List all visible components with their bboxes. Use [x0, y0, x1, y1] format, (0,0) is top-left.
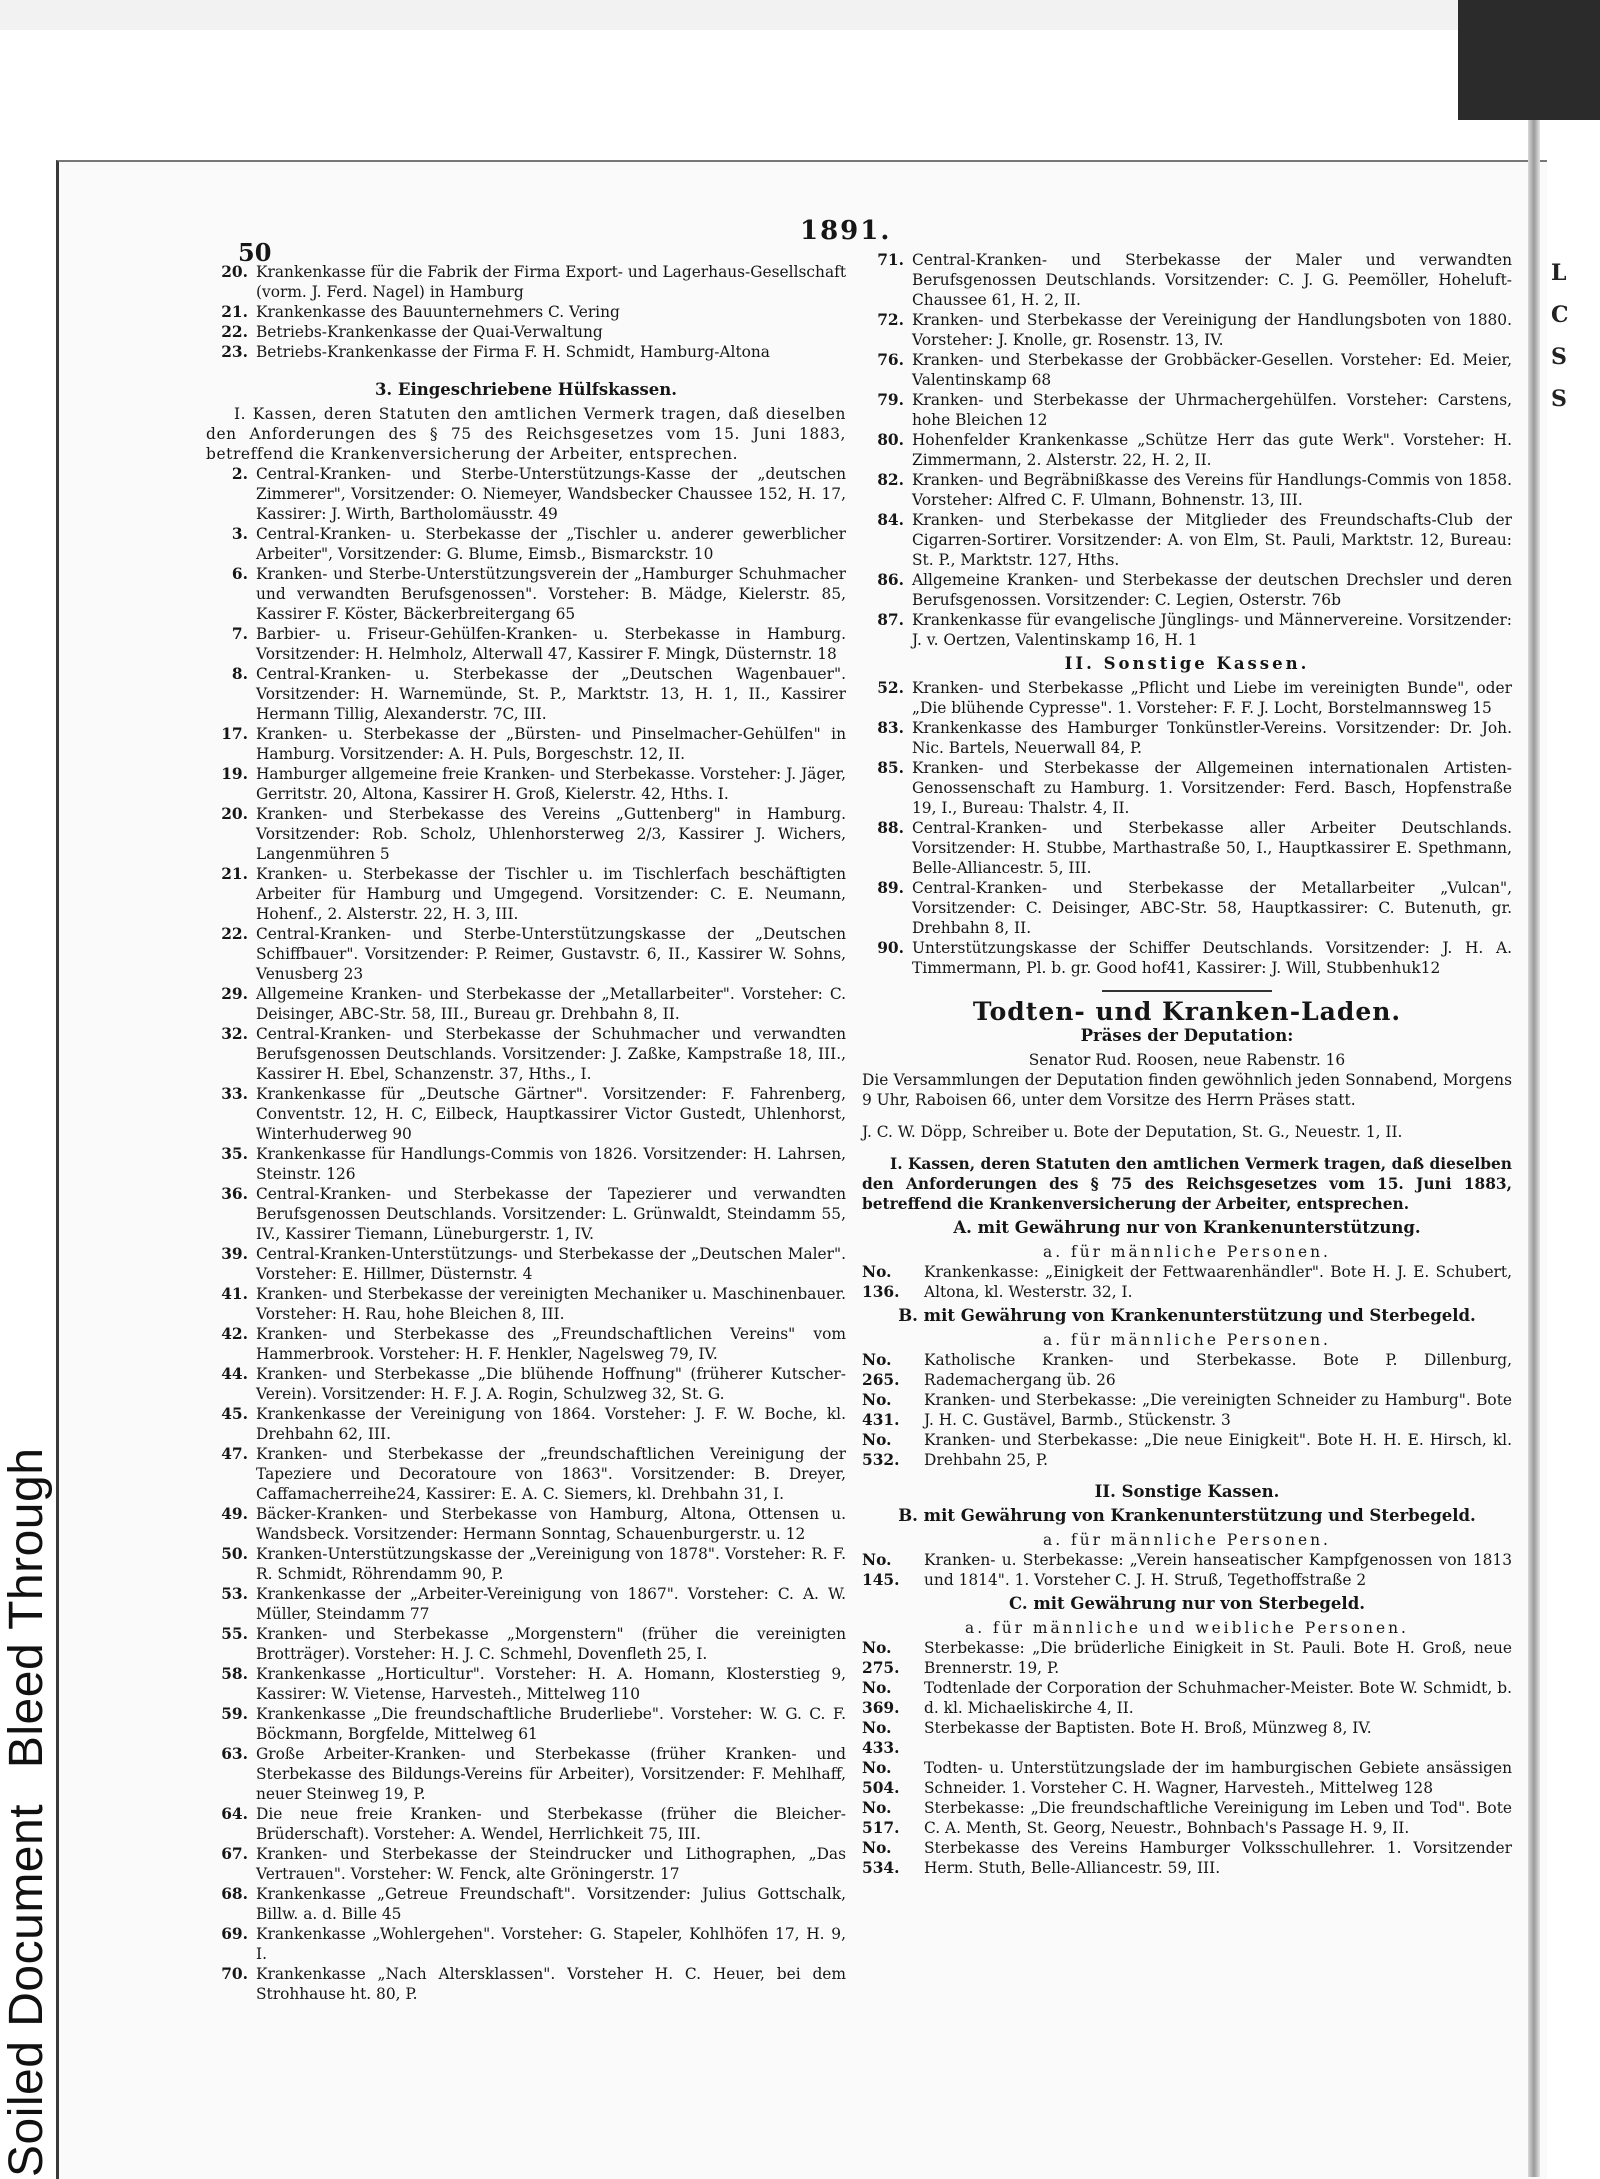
entry-number: 21. — [221, 303, 248, 321]
entry-number: 17. — [221, 725, 248, 743]
entry-number: 63. — [221, 1745, 248, 1763]
list-item — [206, 1404, 846, 1444]
group-subheading: a. für männliche Personen. — [1043, 1331, 1331, 1349]
entry-text: Central-Kranken- u. Sterbekasse der „Tischler u. anderer gewerblicher Arbeiter", Vorsitzender: G. Blume, Eimsb., Bismarckstr. 10 — [256, 525, 846, 563]
list-item — [206, 1884, 846, 1924]
list-item — [862, 1390, 1512, 1430]
list-item — [862, 1758, 1512, 1798]
list-item — [206, 724, 846, 764]
entry-number: 83. — [877, 719, 904, 737]
list-item — [862, 350, 1512, 390]
list-item — [862, 1550, 1512, 1590]
list-item — [862, 718, 1512, 758]
page-year: 1891. — [800, 216, 892, 246]
group-heading: B. mit Gewährung von Krankenunterstützung und Sterbegeld. — [898, 1306, 1476, 1325]
divider — [1102, 990, 1272, 992]
list-item — [206, 804, 846, 864]
entry-number: No. 504. — [862, 1759, 900, 1797]
entry-text: Krankenkasse des Bauunternehmers C. Vering — [256, 303, 620, 321]
entry-text: Kranken- und Sterbekasse der Grobbäcker-Gesellen. Vorsteher: Ed. Meier, Valentinskamp 68 — [912, 351, 1512, 389]
praeses-heading: Präses der Deputation: — [1080, 1026, 1294, 1045]
entry-list — [862, 1638, 1512, 1878]
entry-text: Krankenkasse „Horticultur". Vorsteher: H. A. Homann, Klosterstieg 9, Kassirer: W. Vietense, Harvesteh., Mittelweg 110 — [256, 1665, 846, 1703]
entry-number: No. 532. — [862, 1431, 900, 1469]
entry-number: 45. — [221, 1405, 248, 1423]
right-column — [862, 250, 1512, 1878]
entry-number: 53. — [221, 1585, 248, 1603]
entry-text: Unterstützungskasse der Schiffer Deutschlands. Vorsitzender: J. H. A. Timmermann, Pl. b. gr. Good hof41, Kassirer: J. Will, Stubbenhuk12 — [912, 939, 1512, 977]
entry-number: 29. — [221, 985, 248, 1003]
list-item — [862, 310, 1512, 350]
entry-text: Barbier- u. Friseur-Gehülfen-Kranken- u. Sterbekasse in Hamburg. Vorsitzender: H. Helmholz, Alterwall 47, Kassirer F. Mingk, Düsternstr. 18 — [256, 625, 846, 663]
entry-number: 79. — [877, 391, 904, 409]
entry-text: Kranken- und Sterbekasse der Allgemeinen internationalen Artisten-Genossenschaft zu Hamburg. 1. Vorsitzender: Ferd. Basch, Hopfenstraße 19, I., Bureau: Thalstr. 4, II. — [912, 759, 1512, 817]
entry-text: Central-Kranken- und Sterbe-Unterstützungskasse der „Deutschen Schiffbauer". Vorsitzender: P. Reimer, Gustavstr. 6, II., Kassirer W. Sohns, Venusberg 23 — [256, 925, 846, 983]
entry-number: 32. — [221, 1025, 248, 1043]
entry-text: Central-Kranken- und Sterbekasse der Schuhmacher und verwandten Berufsgenossen Deutschlands. Vorsitzender: J. Zaßke, Kampstraße 18, III., Kassirer H. Ebel, Schanzenstr. 37, Hths., I. — [256, 1025, 846, 1083]
group-heading: B. mit Gewährung von Krankenunterstützung und Sterbegeld. — [898, 1506, 1476, 1525]
list-item — [206, 1244, 846, 1284]
entry-text: Central-Kranken- und Sterbekasse der Maler und verwandten Berufsgenossen Deutschlands. Vorsitzender: C. J. G. Peemöller, Hoheluft-Chaussee 61, H. 2, II. — [912, 251, 1512, 309]
entry-text: Central-Kranken- und Sterbekasse der Tapezierer und verwandten Berufsgenossen Deutschlands. Vorsitzender: L. Grünwaldt, Steindamm 55, IV., Kassirer Tiemann, Lüneburgerstr. 1, IV. — [256, 1185, 846, 1243]
scan-background-corner — [1458, 0, 1600, 120]
list-item — [862, 390, 1512, 430]
left-column — [206, 262, 846, 2004]
entry-number: 58. — [221, 1665, 248, 1683]
list-item — [862, 430, 1512, 470]
entry-text: Katholische Kranken- und Sterbekasse. Bote P. Dillenburg, Rademachergang üb. 26 — [924, 1351, 1512, 1389]
entry-number: No. 534. — [862, 1839, 900, 1877]
entry-text: Kranken- und Sterbekasse der Steindrucker und Lithographen, „Das Vertrauen". Vorsteher: W. Fenck, alte Gröningerstr. 17 — [256, 1845, 846, 1883]
list-item — [206, 1324, 846, 1364]
list-item — [206, 984, 846, 1024]
list-item — [206, 1704, 846, 1744]
entry-text: Allgemeine Kranken- und Sterbekasse der „Metallarbeiter". Vorsteher: C. Deisinger, ABC-Str. 58, III., Bureau gr. Drehbahn 8, II. — [256, 985, 846, 1023]
entry-text: Todten- u. Unterstützungslade der im hamburgischen Gebiete ansässigen Schneider. 1. Vorsteher C. H. Wagner, Harvesteh., Mittelweg 128 — [924, 1759, 1512, 1797]
list-item — [862, 510, 1512, 570]
entry-number: 89. — [877, 879, 904, 897]
entry-text: Betriebs-Krankenkasse der Quai-Verwaltung — [256, 323, 603, 341]
entry-number: 70. — [221, 1965, 248, 1983]
list-item — [862, 570, 1512, 610]
entry-text: Krankenkasse für die Fabrik der Firma Export- und Lagerhaus-Gesellschaft (vorm. J. Ferd. Nagel) in Hamburg — [256, 263, 846, 301]
entry-number: 80. — [877, 431, 904, 449]
entry-list — [862, 678, 1512, 978]
edge-letter: S — [1551, 386, 1567, 412]
entry-text: Hamburger allgemeine freie Kranken- und Sterbekasse. Vorsteher: J. Jäger, Gerritstr. 20, Altona, Kassirer H. Groß, Kielerstr. 42, Hths. I. — [256, 765, 846, 803]
list-item — [862, 610, 1512, 650]
entry-number: 69. — [221, 1925, 248, 1943]
entry-text: Kranken- und Sterbekasse der Mitglieder des Freundschafts-Club der Cigarren-Sortirer. Vorsitzender: A. von Elm, St. Pauli, Marktstr. 12, Bureau: St. P., Marktstr. 127, Hths. — [912, 511, 1512, 569]
edge-letter: L — [1551, 260, 1567, 286]
list-item — [862, 470, 1512, 510]
edge-letter: S — [1551, 344, 1567, 370]
list-item — [862, 818, 1512, 878]
list-item — [862, 1262, 1512, 1302]
entry-text: Kranken- und Sterbekasse der Uhrmachergehülfen. Vorsteher: Carstens, hohe Bleichen 12 — [912, 391, 1512, 429]
clerk-text: J. C. W. Döpp, Schreiber u. Bote der Deputation, St. G., Neuestr. 1, II. — [862, 1123, 1403, 1141]
entry-text: Krankenkasse der „Arbeiter-Vereinigung von 1867". Vorsteher: C. A. W. Müller, Steindamm 77 — [256, 1585, 846, 1623]
entry-text: Kranken- u. Sterbekasse der „Bürsten- und Pinselmacher-Gehülfen" in Hamburg. Vorsitzender: A. H. Puls, Borgeschstr. 12, II. — [256, 725, 846, 763]
entry-text: Kranken- und Sterbekasse „Pflicht und Liebe im vereinigten Bunde", oder „Die blühende Cypresse". 1. Vorsteher: F. F. J. Locht, Borstelmannsweg 15 — [912, 679, 1512, 717]
section-heading: II. Sonstige Kassen. — [1064, 654, 1310, 673]
entry-number: 7. — [231, 625, 248, 643]
list-item — [862, 250, 1512, 310]
entry-text: Sterbekasse: „Die brüderliche Einigkeit in St. Pauli. Bote H. Groß, neue Brennerstr. 19, P. — [924, 1639, 1512, 1677]
section-intro: I. Kassen, deren Statuten den amtlichen Vermerk tragen, daß dieselben den Anforderungen des § 75 des Reichsgesetzes vom 15. Juni 1883, betreffend die Krankenversicherung der Arbeiter, entsprechen. — [862, 1155, 1512, 1213]
entry-number: 86. — [877, 571, 904, 589]
list-item — [206, 1024, 846, 1084]
entry-number: 35. — [221, 1145, 248, 1163]
list-item — [206, 1444, 846, 1504]
entry-number: 3. — [231, 525, 248, 543]
list-item — [206, 1504, 846, 1544]
edge-letter: C — [1551, 302, 1569, 328]
list-item — [862, 1718, 1512, 1758]
list-item — [862, 878, 1512, 938]
entry-text: Kranken- und Sterbe-Unterstützungsverein der „Hamburger Schuhmacher und verwandten Berufsgenossen". Vorsteher: B. Mädge, Kielerstr. 85, Kassirer F. Köster, Bäckerbreitergang 65 — [256, 565, 846, 623]
entry-number: 19. — [221, 765, 248, 783]
entry-list — [862, 250, 1512, 650]
entry-number: 22. — [221, 925, 248, 943]
entry-text: Todtenlade der Corporation der Schuhmacher-Meister. Bote W. Schmidt, b. d. kl. Michaeliskirche 4, II. — [924, 1679, 1512, 1717]
section-intro: I. Kassen, deren Statuten den amtlichen Vermerk tragen, daß dieselben den Anforderungen des § 75 des Reichsgesetzes vom 15. Juni 1883, betreffend die Krankenversicherung der Arbeiter, entsprechen. — [206, 405, 846, 463]
entry-text: Central-Kranken-Unterstützungs- und Sterbekasse der „Deutschen Maler". Vorsteher: E. Hillmer, Düsternstr. 4 — [256, 1245, 846, 1283]
entry-number: 76. — [877, 351, 904, 369]
list-item — [206, 1924, 846, 1964]
list-item — [206, 1844, 846, 1884]
entry-number: 6. — [231, 565, 248, 583]
entry-number: 67. — [221, 1845, 248, 1863]
list-item — [206, 924, 846, 984]
list-item — [862, 1838, 1512, 1878]
list-item — [206, 664, 846, 724]
list-item — [862, 938, 1512, 978]
list-item — [206, 1584, 846, 1624]
list-item — [206, 1624, 846, 1664]
list-item — [862, 678, 1512, 718]
entry-number: 36. — [221, 1185, 248, 1203]
entry-number: No. 369. — [862, 1679, 900, 1717]
list-item — [206, 864, 846, 924]
margin-label — [0, 1426, 54, 2177]
entry-number: 71. — [877, 251, 904, 269]
entry-number: No. 433. — [862, 1719, 900, 1757]
entry-text: Krankenkasse „Die freundschaftliche Bruderliebe". Vorsteher: W. G. C. F. Böckmann, Borgfelde, Mittelweg 61 — [256, 1705, 846, 1743]
list-item — [862, 758, 1512, 818]
entry-text: Krankenkasse „Getreue Freundschaft". Vorsitzender: Julius Gottschalk, Billw. a. d. Bille 45 — [256, 1885, 846, 1923]
group-subheading: a. für männliche Personen. — [1043, 1531, 1331, 1549]
entry-number: 64. — [221, 1805, 248, 1823]
entry-text: Kranken- und Sterbekasse „Morgenstern" (früher die vereinigten Brotträger). Vorsteher: H. J. C. Schmehl, Dovenfleth 25, I. — [256, 1625, 846, 1663]
entry-number: 85. — [877, 759, 904, 777]
entry-text: Kranken- und Sterbekasse: „Die neue Einigkeit". Bote H. H. E. Hirsch, kl. Drehbahn 25, P. — [924, 1431, 1512, 1469]
entry-text: Krankenkasse „Wohlergehen". Vorsteher: G. Stapeler, Kohlhöfen 17, H. 9, I. — [256, 1925, 846, 1963]
entry-number: 88. — [877, 819, 904, 837]
entry-number: 59. — [221, 1705, 248, 1723]
entry-text: Sterbekasse der Baptisten. Bote H. Broß, Münzweg 8, IV. — [924, 1719, 1372, 1737]
entry-text: Bäcker-Kranken- und Sterbekasse von Hamburg, Altona, Ottensen u. Wandsbeck. Vorsitzender: Hermann Sonntag, Schauenburgerstr. u. 12 — [256, 1505, 846, 1543]
entry-number: 2. — [231, 465, 248, 483]
entry-list — [206, 464, 846, 2004]
group-subheading: a. für männliche und weibliche Personen. — [965, 1619, 1409, 1637]
list-item — [206, 302, 846, 322]
list-item — [206, 1084, 846, 1144]
entry-text: Betriebs-Krankenkasse der Firma F. H. Schmidt, Hamburg-Altona — [256, 343, 770, 361]
entry-text: Kranken- u. Sterbekasse: „Verein hanseatischer Kampfgenossen von 1813 und 1814". 1. Vorsteher C. J. H. Struß, Tegethoffstraße 2 — [924, 1551, 1512, 1589]
section-heading: 3. Eingeschriebene Hülfskassen. — [374, 380, 678, 399]
entry-text: Kranken- und Sterbekasse der „freundschaftlichen Vereinigung der Tapeziere und Decoratoure von 1863". Vorsitzender: B. Dreyer, Caffamacherreihe24, Kassirer: E. A. C. Siemers, kl. Drehbahn 31, I. — [256, 1445, 846, 1503]
list-item — [862, 1350, 1512, 1390]
entry-text: Kranken- und Sterbekasse „Die blühende Hoffnung" (früherer Kutscher-Verein). Vorsitzender: H. F. J. A. Rogin, Schulzweg 32, St. G. — [256, 1365, 846, 1403]
entry-number: 49. — [221, 1505, 248, 1523]
next-page-edge-letters — [1551, 260, 1591, 428]
entry-text: Kranken- und Sterbekasse der Vereinigung der Handlungsboten von 1880. Vorsteher: J. Knolle, gr. Rosenstr. 13, IV. — [912, 311, 1512, 349]
group-heading: A. mit Gewährung nur von Krankenunterstützung. — [953, 1218, 1421, 1237]
entry-number: 41. — [221, 1285, 248, 1303]
list-item — [862, 1430, 1512, 1470]
entry-text: Krankenkasse „Nach Altersklassen". Vorsteher H. C. Heuer, bei dem Strohhause ht. 80, P. — [256, 1965, 846, 2003]
entry-number: 22. — [221, 323, 248, 341]
section-heading: II. Sonstige Kassen. — [1094, 1482, 1280, 1501]
entry-list — [862, 1350, 1512, 1470]
list-item — [206, 322, 846, 342]
entry-text: Krankenkasse der Vereinigung von 1864. Vorsteher: J. F. W. Boche, kl. Drehbahn 62, III. — [256, 1405, 846, 1443]
entry-text: Kranken- u. Sterbekasse der Tischler u. im Tischlerfach beschäftigten Arbeiter für Hamburg und Umgegend. Vorsitzender: C. E. Neumann, Hohenf., 2. Alsterstr. 22, H. 3, III. — [256, 865, 846, 923]
entry-number: 20. — [221, 805, 248, 823]
entry-text: Central-Kranken- und Sterbe-Unterstützungs-Kasse der „deutschen Zimmerer", Vorsitzender: O. Niemeyer, Wandsbecker Chaussee 152, H. 17, Kassirer: J. Wirth, Bartholomäusstr. 49 — [256, 465, 846, 523]
list-item — [206, 464, 846, 524]
list-item — [206, 1284, 846, 1324]
entry-number: 39. — [221, 1245, 248, 1263]
list-item — [862, 1678, 1512, 1718]
entry-number: No. 275. — [862, 1639, 900, 1677]
top-entry-list — [206, 262, 846, 362]
entry-text: Kranken- und Sterbekasse des „Freundschaftlichen Vereins" vom Hammerbrook. Vorsteher: H. F. Henkler, Nagelsweg 79, IV. — [256, 1325, 846, 1363]
list-item — [206, 624, 846, 664]
list-item — [206, 1184, 846, 1244]
entry-number: 52. — [877, 679, 904, 697]
list-item — [206, 1804, 846, 1844]
entry-text: Krankenkasse des Hamburger Tonkünstler-Vereins. Vorsitzender: Dr. Joh. Nic. Bartels, Neuerwall 84, P. — [912, 719, 1512, 757]
entry-number: 82. — [877, 471, 904, 489]
entry-text: Kranken-Unterstützungskasse der „Vereinigung von 1878". Vorsteher: R. F. R. Schmidt, Röhrendamm 90, P. — [256, 1545, 846, 1583]
list-item — [206, 342, 846, 362]
entry-text: Hohenfelder Krankenkasse „Schütze Herr das gute Werk". Vorsteher: H. Zimmermann, 2. Alsterstr. 22, H. 2, II. — [912, 431, 1512, 469]
entry-text: Krankenkasse: „Einigkeit der Fettwaarenhändler". Bote H. J. E. Schubert, Altona, kl. Westerstr. 32, I. — [924, 1263, 1512, 1301]
group-heading: C. mit Gewährung nur von Sterbegeld. — [1009, 1594, 1365, 1613]
list-item — [206, 1744, 846, 1804]
entry-number: No. 265. — [862, 1351, 900, 1389]
group-subheading: a. für männliche Personen. — [1043, 1243, 1331, 1261]
entry-number: 84. — [877, 511, 904, 529]
entry-text: Krankenkasse für Handlungs-Commis von 1826. Vorsitzender: H. Lahrsen, Steinstr. 126 — [256, 1145, 846, 1183]
todten-heading: Todten- und Kranken-Laden. — [972, 997, 1402, 1026]
entry-text: Krankenkasse für „Deutsche Gärtner". Vorsitzender: F. Fahrenberg, Conventstr. 12, H. C, Eilbeck, Hauptkassirer Victor Gustedt, Uhlenhorst, Winterhuderweg 90 — [256, 1085, 846, 1143]
list-item — [862, 1638, 1512, 1678]
entry-number: 44. — [221, 1365, 248, 1383]
entry-text: Kranken- und Begräbnißkasse des Vereins für Handlungs-Commis von 1858. Vorsteher: Alfred C. F. Ulmann, Bohnenstr. 13, III. — [912, 471, 1512, 509]
list-item — [206, 764, 846, 804]
entry-number: 47. — [221, 1445, 248, 1463]
list-item — [206, 524, 846, 564]
entry-number: No. 136. — [862, 1263, 900, 1301]
list-item — [206, 1544, 846, 1584]
meeting-text: Die Versammlungen der Deputation finden gewöhnlich jeden Sonnabend, Morgens 9 Uhr, Raboisen 66, unter dem Vorsitze des Herrn Präses statt. — [862, 1071, 1512, 1109]
list-item — [206, 1364, 846, 1404]
entry-number: 72. — [877, 311, 904, 329]
entry-number: 42. — [221, 1325, 248, 1343]
entry-text: Central-Kranken- und Sterbekasse aller Arbeiter Deutschlands. Vorsitzender: H. Stubbe, Marthastraße 50, I., Hauptkassirer E. Spethmann, Belle-Alliancestr. 5, III. — [912, 819, 1512, 877]
entry-number: 55. — [221, 1625, 248, 1643]
entry-text: Central-Kranken- und Sterbekasse der Metallarbeiter „Vulcan", Vorsitzender: C. Deisinger, ABC-Str. 58, Hauptkassirer: C. Butenuth, gr. Drehbahn 8, II. — [912, 879, 1512, 937]
entry-text: Kranken- und Sterbekasse des Vereins „Guttenberg" in Hamburg. Vorsitzender: Rob. Scholz, Uhlenhorsterweg 2/3, Kassirer J. Wichers, Langenmühren 5 — [256, 805, 846, 863]
list-item — [206, 1144, 846, 1184]
list-item — [206, 1964, 846, 2004]
praeses-name: Senator Rud. Roosen, neue Rabenstr. 16 — [1028, 1051, 1346, 1069]
entry-text: Sterbekasse des Vereins Hamburger Volksschullehrer. 1. Vorsitzender Herm. Stuth, Belle-Alliancestr. 59, III. — [924, 1839, 1512, 1877]
page-number: 50 — [238, 238, 272, 267]
entry-number: No. 517. — [862, 1799, 900, 1837]
entry-list — [862, 1262, 1512, 1302]
entry-number: 8. — [231, 665, 248, 683]
entry-text: Krankenkasse für evangelische Jünglings- und Männervereine. Vorsitzender: J. v. Oertzen, Valentinskamp 16, H. 1 — [912, 611, 1512, 649]
entry-text: Allgemeine Kranken- und Sterbekasse der deutschen Drechsler und deren Berufsgenossen. Vorsitzender: C. Legien, Osterstr. 76b — [912, 571, 1512, 609]
list-item — [206, 262, 846, 302]
entry-number: 23. — [221, 343, 248, 361]
margin-label-bleed: Bleed Through — [0, 1447, 53, 1769]
margin-label-soiled: Soiled Document — [0, 1803, 53, 2177]
entry-list — [862, 1550, 1512, 1590]
entry-number: 90. — [877, 939, 904, 957]
entry-number: 50. — [221, 1545, 248, 1563]
entry-text: Große Arbeiter-Kranken- und Sterbekasse (früher Kranken- und Sterbekasse des Bildungs-Vereins für Arbeiter), Vorsitzender: F. Mehlhaff, neuer Steinweg 19, P. — [256, 1745, 846, 1803]
entry-text: Kranken- und Sterbekasse der vereinigten Mechaniker u. Maschinenbauer. Vorsteher: H. Rau, hohe Bleichen 8, III. — [256, 1285, 846, 1323]
entry-number: 68. — [221, 1885, 248, 1903]
list-item — [206, 1664, 846, 1704]
entry-text: Central-Kranken- u. Sterbekasse der „Deutschen Wagenbauer". Vorsitzender: H. Warnemünde, St. P., Marktstr. 13, H. 1, II., Kassirer Hermann Tillig, Alexanderstr. 7C, III. — [256, 665, 846, 723]
entry-number: 21. — [221, 865, 248, 883]
entry-text: Kranken- und Sterbekasse: „Die vereinigten Schneider zu Hamburg". Bote J. H. C. Gustävel, Barmb., Stückenstr. 3 — [924, 1391, 1512, 1429]
entry-number: No. 431. — [862, 1391, 900, 1429]
entry-number: 87. — [877, 611, 904, 629]
scan-background-top — [0, 0, 1480, 30]
entry-text: Die neue freie Kranken- und Sterbekasse (früher die Bleicher-Brüderschaft). Vorsteher: A. Wendel, Herrlichkeit 75, III. — [256, 1805, 846, 1843]
page-edge — [1528, 120, 1540, 2177]
list-item — [862, 1798, 1512, 1838]
entry-text: Sterbekasse: „Die freundschaftliche Vereinigung im Leben und Tod". Bote C. A. Menth, St. Georg, Neuestr., Bohnbach's Passage H. 9, II. — [924, 1799, 1512, 1837]
list-item — [206, 564, 846, 624]
entry-number: 33. — [221, 1085, 248, 1103]
entry-number: 20. — [221, 263, 248, 281]
entry-number: No. 145. — [862, 1551, 900, 1589]
